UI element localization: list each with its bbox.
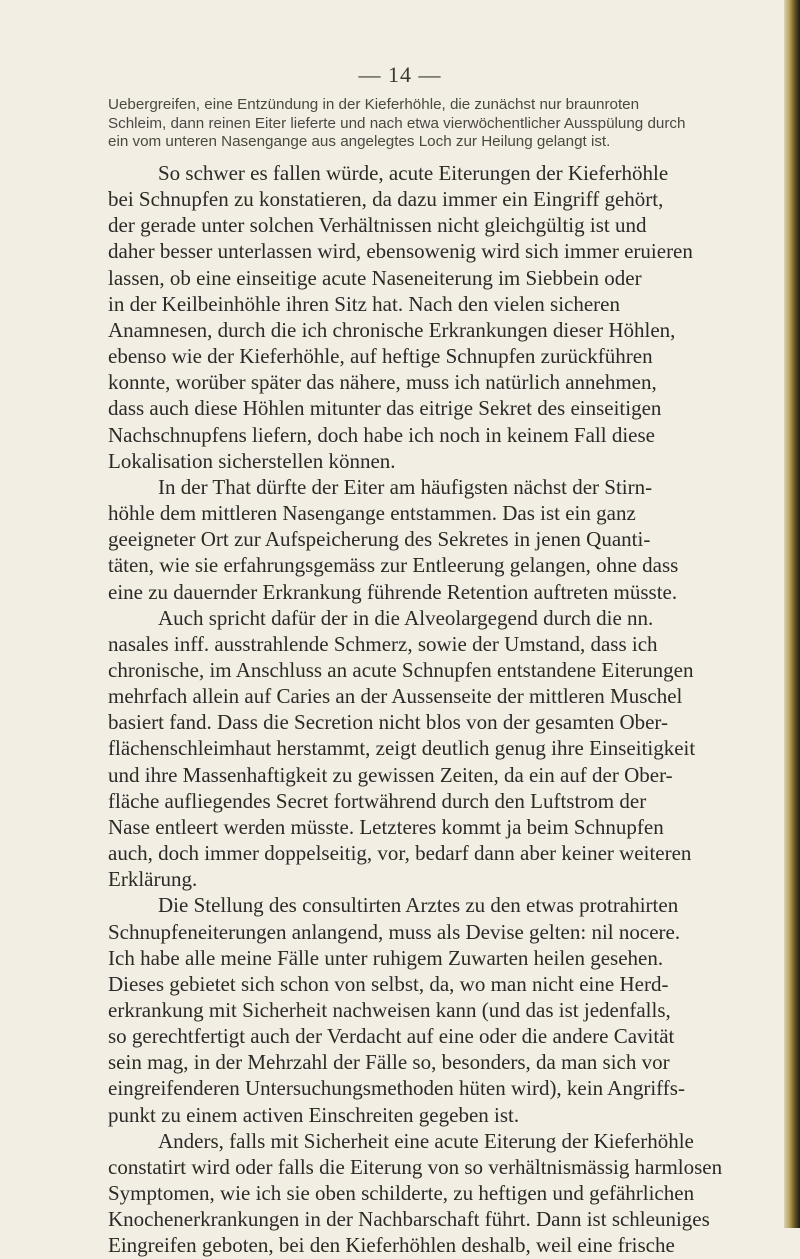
text-line: So schwer es fallen würde, acute Eiterungen der Kieferhöhle <box>158 161 669 185</box>
text-line: auch, doch immer doppelseitig, vor, bedarf dann aber keiner weiteren <box>108 841 692 866</box>
text-line: fläche aufliegendes Secret fortwährend durch den Luftstrom der <box>108 788 647 813</box>
text-line: basiert fand. Dass die Secretion nicht blos von der gesamten Ober- <box>108 710 668 735</box>
text-line: flächenschleimhaut herstammt, zeigt deutlich genug ihre Einseitigkeit <box>108 736 696 761</box>
text-line: Knochenerkrankungen in der Nachbarschaft führt. Dann ist schleuniges <box>108 1207 710 1232</box>
text-line: dass auch diese Höhlen mitunter das eitrige Sekret des einseitigen <box>108 396 662 421</box>
book-edge-shadow <box>784 0 800 1228</box>
text-line: Anders, falls mit Sicherheit eine acute Eiterung der Kieferhöhle <box>158 1128 694 1153</box>
text-line: daher besser unterlassen wird, ebensowenig wird sich immer eruieren <box>108 239 693 264</box>
body-text <box>108 160 798 1259</box>
footnote-line: Uebergreifen, eine Entzündung in der Kieferhöhle, die zunächst nur braunroten <box>108 96 640 113</box>
text-line: eingreifenderen Untersuchungsmethoden hüten wird), kein Angriffs- <box>108 1076 685 1101</box>
text-line: der gerade unter solchen Verhältnissen nicht gleichgültig ist und <box>108 213 647 238</box>
text-line: ebenso wie der Kieferhöhle, auf heftige Schnupfen zurückführen <box>108 344 653 369</box>
text-line: geeigneter Ort zur Aufspeicherung des Sekretes in jenen Quanti- <box>108 527 651 552</box>
text-line: punkt zu einem activen Einschreiten gegeben ist. <box>108 1102 520 1127</box>
text-line: und ihre Massenhaftigkeit zu gewissen Zeiten, da ein auf der Ober- <box>108 762 673 787</box>
footnote-line: ein vom unteren Nasengange aus angelegtes Loch zur Heilung gelangt ist. <box>108 133 611 150</box>
text-line: Lokalisation sicherstellen können. <box>108 448 396 473</box>
text-line: Eingreifen geboten, bei den Kieferhöhlen deshalb, weil eine frische <box>108 1233 675 1258</box>
text-line: Erklärung. <box>108 867 198 892</box>
text-line: Symptomen, wie ich sie oben schilderte, zu heftigen und gefährlichen <box>108 1181 695 1206</box>
text-line: lassen, ob eine einseitige acute Naseneiterung im Siebbein oder <box>108 265 642 290</box>
page-number: — 14 — <box>358 62 442 87</box>
text-line: sein mag, in der Mehrzahl der Fälle so, besonders, da man sich vor <box>108 1050 670 1075</box>
text-line: höhle dem mittleren Nasengange entstammen. Das ist ein ganz <box>108 501 636 526</box>
text-line: konnte, worüber später das nähere, muss ich natürlich annehmen, <box>108 370 657 395</box>
text-line: Nase entleert werden müsste. Letzteres kommt ja beim Schnupfen <box>108 814 664 839</box>
text-line: so gerechtfertigt auch der Verdacht auf eine oder die andere Cavität <box>108 1024 675 1049</box>
text-line: constatirt wird oder falls die Eiterung von so verhältnismässig harmlosen <box>108 1154 723 1179</box>
text-line: chronische, im Anschluss an acute Schnupfen entstandene Eiterungen <box>108 657 694 682</box>
text-line: Dieses gebietet sich schon von selbst, da, wo man nicht eine Herd- <box>108 971 669 996</box>
text-line: erkrankung mit Sicherheit nachweisen kann (und das ist jedenfalls, <box>108 998 671 1022</box>
text-line: Nachschnupfens liefern, doch habe ich noch in keinem Fall diese <box>108 422 655 447</box>
text-line: Ich habe alle meine Fälle unter ruhigem Zuwarten heilen gesehen. <box>108 945 664 970</box>
text-line: in der Keilbeinhöhle ihren Sitz hat. Nach den vielen sicheren <box>108 291 620 316</box>
text-line: täten, wie sie erfahrungsgemäss zur Entleerung gelangen, ohne dass <box>108 553 679 578</box>
text-line: bei Schnupfen zu konstatieren, da dazu immer ein Eingriff gehört, <box>108 187 664 212</box>
text-line: nasales inff. ausstrahlende Schmerz, sowie der Umstand, dass ich <box>108 631 658 656</box>
text-line: Anamnesen, durch die ich chronische Erkrankungen dieser Höhlen, <box>108 317 676 342</box>
text-line: Auch spricht dafür der in die Alveolargegend durch die nn. <box>158 605 654 630</box>
footnote-line: Schleim, dann reinen Eiter lieferte und nach etwa vierwöchentlicher Ausspülung durch <box>108 114 686 132</box>
text-line: Schnupfeneiterungen anlangend, muss als Devise gelten: nil nocere. <box>108 919 681 944</box>
text-line: eine zu dauernder Erkrankung führende Retention auftreten müsste. <box>108 579 678 604</box>
text-line: mehrfach allein auf Caries an der Aussenseite der mittleren Muschel <box>108 684 683 709</box>
footnote-text <box>108 96 798 152</box>
text-line: In der That dürfte der Eiter am häufigsten nächst der Stirn- <box>158 474 653 499</box>
text-line: Die Stellung des consultirten Arztes zu den etwas protrahirten <box>158 893 679 918</box>
